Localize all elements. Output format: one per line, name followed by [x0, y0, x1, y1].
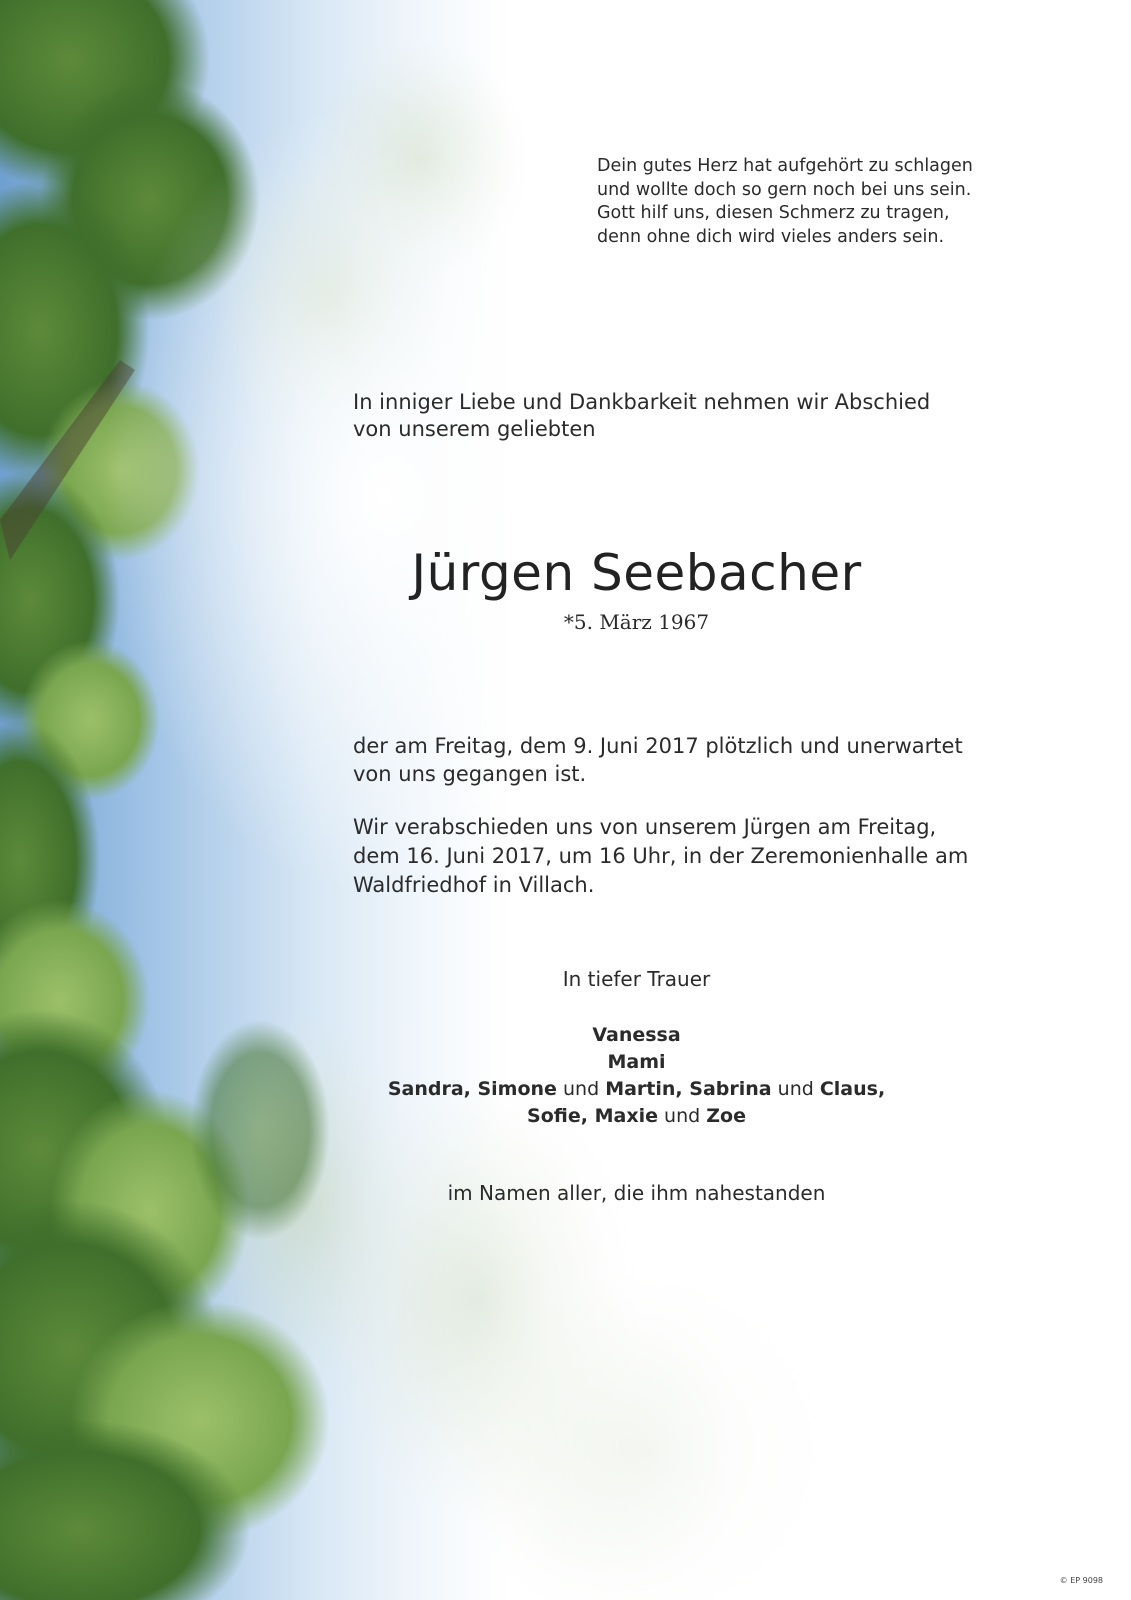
copyright-code: © EP 9098 — [1059, 1576, 1103, 1585]
mourner-line — [142, 1103, 1131, 1130]
deceased-name: Jürgen Seebacher — [411, 544, 862, 602]
mourner-name: Maxie — [594, 1105, 658, 1127]
mourner-separator: und — [771, 1078, 820, 1100]
mourner-name: Zoe — [706, 1105, 746, 1127]
mourner-name: Mami — [607, 1051, 666, 1073]
mourner-name: Claus — [819, 1078, 878, 1100]
mourner-line — [142, 1076, 1131, 1103]
farewell-intro — [353, 389, 930, 443]
funeral-details-line: Wir verabschieden uns von unserem Jürgen am Freitag, — [353, 815, 937, 839]
poem-line: Dein gutes Herz hat aufgehört zu schlagen — [597, 156, 973, 176]
poem-line: und wollte doch so gern noch bei uns sein. — [597, 179, 972, 200]
poem-line: denn ohne dich wird vieles anders sein. — [597, 226, 945, 247]
funeral-details-line: dem 16. Juni 2017, um 16 Uhr, in der Zeremonienhalle am — [353, 844, 969, 868]
mourner-name: Vanessa — [592, 1024, 681, 1046]
mourner-separator: , — [580, 1105, 595, 1127]
intro-line: von unserem geliebten — [353, 417, 596, 441]
death-notice-line: von uns gegangen ist. — [353, 762, 587, 786]
mourner-name: Sofie — [527, 1105, 581, 1127]
mourners-list — [0, 1022, 1131, 1130]
poem-line: Gott hilf uns, diesen Schmerz zu tragen, — [597, 203, 950, 223]
mourner-name: Sandra — [387, 1078, 464, 1100]
mourner-name: Simone — [477, 1078, 557, 1100]
mourner-name: Sabrina — [689, 1078, 772, 1100]
birth-date: *5. März 1967 — [563, 610, 710, 634]
mourner-separator: und — [658, 1105, 707, 1127]
mourner-separator: , — [463, 1078, 478, 1100]
mourning-label: In tiefer Trauer — [562, 967, 711, 991]
funeral-details-line: Waldfriedhof in Villach. — [353, 873, 595, 897]
mourner-separator: , — [675, 1078, 690, 1100]
intro-line: In inniger Liebe und Dankbarkeit nehmen wir Abschied — [353, 390, 931, 414]
funeral-details — [353, 813, 968, 900]
mourner-separator: , — [877, 1078, 886, 1100]
closing-line: im Namen aller, die ihm nahestanden — [447, 1181, 826, 1205]
mourner-line — [142, 1049, 1131, 1076]
death-notice — [353, 732, 963, 788]
mourner-line — [142, 1022, 1131, 1049]
memorial-poem — [597, 155, 973, 249]
mourner-name: Martin — [605, 1078, 676, 1100]
death-notice-line: der am Freitag, dem 9. Juni 2017 plötzlich und unerwartet — [353, 734, 963, 758]
mourner-separator: und — [556, 1078, 606, 1100]
